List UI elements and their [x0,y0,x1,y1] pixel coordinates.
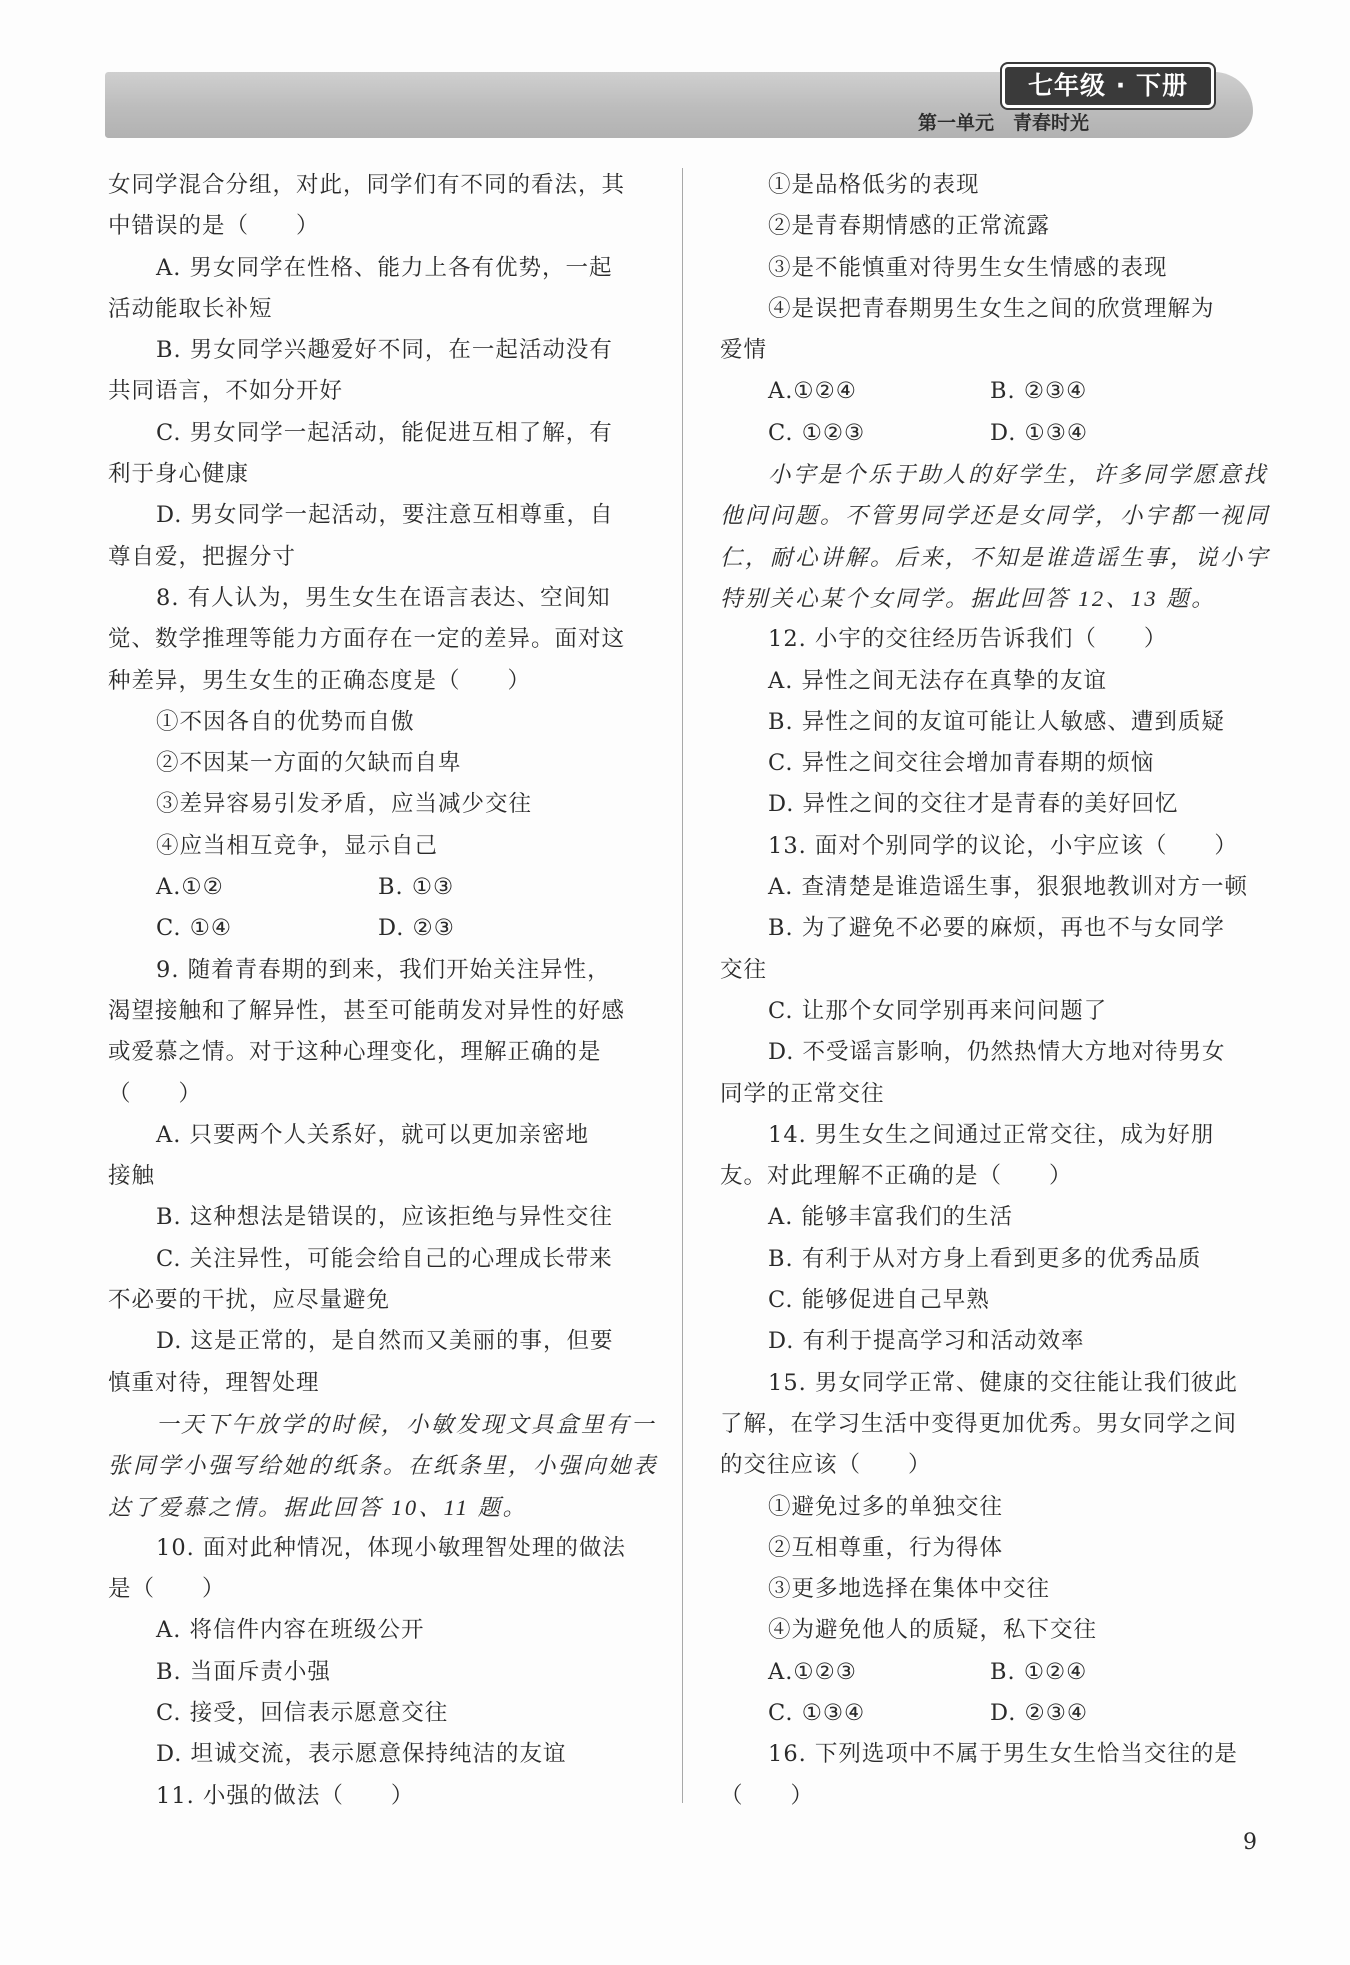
choice-row [108,867,653,908]
option-b: B. 为了避免不必要的麻烦，再也不与女同学 [768,915,1225,942]
story-paragraph-cont: 他问问题。不管男同学还是女同学，小宇都一视同 [720,503,1271,529]
option-c: C. 男女同学一起活动，能促进互相了解，有 [156,419,613,446]
option-d: D. 坦诚交流，表示愿意保持纯洁的友谊 [156,1741,567,1768]
choice-row [720,371,1265,412]
question-14-stem: 14. 男生女生之间通过正常交往，成为好朋 [768,1121,1215,1148]
choice-row [720,413,1265,454]
statement-item: ①避免过多的单独交往 [768,1493,1004,1520]
option-b: B. 异性之间的友谊可能让人敏感、遭到质疑 [768,708,1225,735]
question-9-stem-cont: 或爱慕之情。对于这种心理变化，理解正确的是 [108,1039,602,1066]
text-line: 女同学混合分组，对此，同学们有不同的看法，其 [108,172,626,198]
choice-b: B. ②③④ [990,378,1088,405]
statement-item: ①不因各自的优势而自傲 [156,708,415,735]
question-16-stem-cont: （ ） [720,1782,815,1809]
option-b-cont: 交往 [720,956,768,983]
choice-d: D. ②③④ [990,1699,1089,1726]
choice-a: A.①②④ [768,378,857,405]
option-d-cont: 尊自爱，把握分寸 [108,543,297,570]
story-paragraph: 小宇是个乐于助人的好学生，许多同学愿意找 [768,462,1269,488]
question-13-stem: 13. 面对个别同学的议论，小宇应该（ ） [768,832,1238,859]
choice-row [720,1693,1265,1734]
option-c-cont: 不必要的干扰，应尽量避免 [108,1287,391,1314]
question-10-stem-cont: 是（ ） [108,1576,226,1603]
unit-title: 第一单元 青春时光 [918,112,1090,134]
option-a: A. 查清楚是谁造谣生事，狠狠地教训对方一顿 [768,874,1249,901]
statement-item: ③更多地选择在集体中交往 [768,1576,1051,1603]
option-d: D. 异性之间的交往才是青春的美好回忆 [768,791,1179,818]
question-12-stem: 12. 小宇的交往经历告诉我们（ ） [768,626,1168,653]
question-8-stem: 8. 有人认为，男生女生在语言表达、空间知 [156,584,611,611]
choice-c: C. ①②③ [768,419,866,446]
question-15-stem-cont: 的交往应该（ ） [720,1452,932,1479]
option-a: A. 异性之间无法存在真挚的友谊 [768,667,1108,694]
option-d: D. 有利于提高学习和活动效率 [768,1328,1085,1355]
statement-item: ④为避免他人的质疑，私下交往 [768,1617,1098,1644]
statement-item: ①是品格低劣的表现 [768,172,980,198]
option-a-cont: 接触 [108,1163,156,1190]
statement-item: ③差异容易引发矛盾，应当减少交往 [156,791,533,818]
option-d: D. 这是正常的，是自然而又美丽的事，但要 [156,1328,614,1355]
question-11-stem: 11. 小强的做法（ ） [156,1782,415,1809]
option-d-cont: 慎重对待，理智处理 [108,1369,320,1396]
story-paragraph: 一天下午放学的时候，小敏发现文具盒里有一 [156,1411,657,1437]
statement-item: ②互相尊重，行为得体 [768,1534,1004,1561]
choice-a: A.①② [156,874,224,901]
option-d-cont: 同学的正常交往 [720,1080,885,1107]
question-10-stem: 10. 面对此种情况，体现小敏理智处理的做法 [156,1534,626,1561]
option-d: D. 男女同学一起活动，要注意互相尊重，自 [156,502,614,529]
option-b: B. 这种想法是错误的，应该拒绝与异性交往 [156,1204,613,1231]
choice-c: C. ①③④ [768,1699,866,1726]
option-c: C. 接受，回信表示愿意交往 [156,1699,449,1726]
story-paragraph-cont: 特别关心某个女同学。据此回答 12、13 题。 [720,585,1217,611]
column-divider [682,168,683,1803]
question-8-stem-cont: 种差异，男生女生的正确态度是（ ） [108,667,532,694]
option-d: D. 不受谣言影响，仍然热情大方地对待男女 [768,1039,1226,1066]
choice-c: C. ①④ [156,915,233,942]
option-a: A. 只要两个人关系好，就可以更加亲密地 [156,1121,590,1148]
statement-item: ③是不能慎重对待男生女生情感的表现 [768,254,1168,281]
grade-tab: 七年级 · 下册 [1002,64,1214,108]
statement-item: ④应当相互竞争，显示自己 [156,832,439,859]
option-c: C. 让那个女同学别再来问问题了 [768,997,1108,1024]
story-paragraph-cont: 达了爱慕之情。据此回答 10、11 题。 [108,1494,528,1520]
question-15-stem-cont: 了解，在学习生活中变得更加优秀。男女同学之间 [720,1410,1238,1437]
page-number: 9 [1243,1830,1257,1855]
question-8-stem-cont: 觉、数学推理等能力方面存在一定的差异。面对这 [108,626,626,653]
option-a: A. 能够丰富我们的生活 [768,1204,1014,1231]
option-a-cont: 活动能取长补短 [108,295,273,322]
story-paragraph-cont: 仁，耐心讲解。后来，不知是谁造谣生事，说小宇 [720,544,1271,570]
choice-b: B. ①③ [378,874,455,901]
question-16-stem: 16. 下列选项中不属于男生女生恰当交往的是 [768,1741,1238,1768]
question-9-stem-cont: 渴望接触和了解异性，甚至可能萌发对异性的好感 [108,997,626,1024]
statement-item-cont: 爱情 [720,337,768,364]
choice-b: B. ①②④ [990,1658,1088,1685]
choice-row [720,1652,1265,1693]
option-b: B. 男女同学兴趣爱好不同，在一起活动没有 [156,337,613,364]
choice-d: D. ①③④ [990,419,1089,446]
option-a: A. 男女同学在性格、能力上各有优势，一起 [156,254,613,281]
text-line: 中错误的是（ ） [108,213,320,240]
choice-row [108,908,653,949]
option-a: A. 将信件内容在班级公开 [156,1617,425,1644]
option-b: B. 有利于从对方身上看到更多的优秀品质 [768,1245,1202,1272]
option-c-cont: 利于身心健康 [108,461,250,488]
question-15-stem: 15. 男女同学正常、健康的交往能让我们彼此 [768,1369,1238,1396]
right-column [720,165,1271,1817]
option-b-cont: 共同语言，不如分开好 [108,378,344,405]
question-14-stem-cont: 友。对此理解不正确的是（ ） [720,1163,1073,1190]
choice-d: D. ②③ [378,915,455,942]
left-column [108,165,659,1817]
story-paragraph-cont: 张同学小强写给她的纸条。在纸条里，小强向她表 [108,1453,659,1479]
option-c: C. 能够促进自己早熟 [768,1287,990,1314]
choice-a: A.①②③ [768,1658,857,1685]
statement-item: ④是误把青春期男生女生之间的欣赏理解为 [768,295,1215,322]
option-c: C. 异性之间交往会增加青春期的烦恼 [768,750,1155,777]
question-9-stem: 9. 随着青春期的到来，我们开始关注异性， [156,956,611,983]
option-c: C. 关注异性，可能会给自己的心理成长带来 [156,1245,613,1272]
option-b: B. 当面斥责小强 [156,1658,331,1685]
statement-item: ②不因某一方面的欠缺而自卑 [156,750,462,777]
question-9-stem-cont: （ ） [108,1080,203,1107]
statement-item: ②是青春期情感的正常流露 [768,213,1051,240]
